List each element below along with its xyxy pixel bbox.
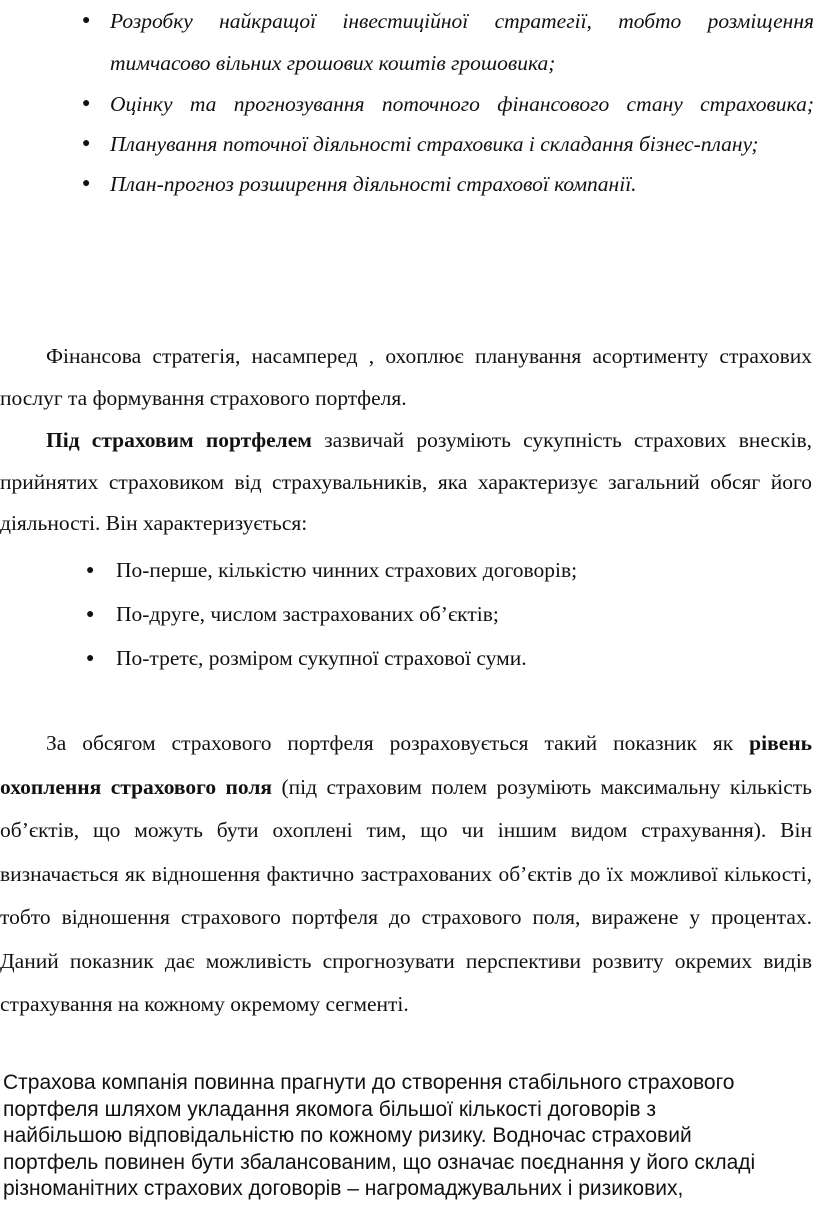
bold-term: Під страховим портфелем	[46, 428, 312, 452]
list-item-text: По-друге, числом застрахованих об’єктів;	[116, 602, 499, 626]
list-item	[0, 123, 816, 165]
paragraph-coverage-level	[0, 722, 812, 1027]
bullet-icon: ●	[86, 651, 95, 666]
bullet-icon: ●	[82, 13, 91, 28]
list-item-text: Планування поточної діяльності страховика і складання бізнес-плану;	[110, 132, 759, 156]
paragraph-financial-strategy: Фінансова стратегія, насамперед , охоплює планування асортименту страхових послуг та формування страхового портфеля.	[0, 344, 812, 410]
list-item	[0, 548, 816, 592]
bullet-icon: ●	[82, 176, 91, 191]
bullet-icon: ●	[86, 563, 95, 578]
bold-term: рівень охоплення страхового поля	[0, 731, 812, 799]
text-line: різноманітних страхових договорів – нагромаджувальних і ризикових,	[3, 1177, 684, 1200]
text-line: портфель повинен бути збалансованим, що означає поєднання у його складі	[3, 1150, 756, 1174]
characteristics-list	[0, 548, 816, 680]
list-item	[0, 83, 816, 125]
list-item-text: По-перше, кількістю чинних страхових договорів;	[116, 558, 578, 582]
paragraph-balanced-portfolio	[3, 1070, 803, 1203]
list-item	[0, 163, 816, 205]
bullet-icon: ●	[82, 136, 91, 151]
paragraph-text: (під страховим полем розуміють максимальну кількість об’єктів, що можуть бути охоплені тим, що чи іншим видом страхування). Він визначається як відношення фактично застрахованих об’єктів до їх можливої кількості, тобто відношення страхового портфеля до страхового поля, виражене у процентах. Даний показник дає можливість спрогнозувати перспективи розвиту окремих видів страхування на кожному окремому сегменті.	[0, 774, 812, 1016]
paragraph-portfolio-definition	[0, 420, 812, 545]
italic-bullet-list	[0, 0, 816, 205]
paragraph-text: зазвичай розуміють сукупність страхових внесків, прийнятих страховиком від страхувальників, яка характеризує загальний обсяг його діяльності. Він характеризується:	[0, 428, 812, 535]
text-line: Страхова компанія повинна прагнути до створення стабільного страхового	[3, 1071, 735, 1094]
bullet-icon: ●	[86, 607, 95, 622]
list-item	[0, 592, 816, 636]
text-line: портфеля шляхом укладання якомога більшої кількості договорів з	[3, 1097, 657, 1121]
list-item-text: Розробку найкращої інвестиційної стратегії, тобто розміщення тимчасово вільних грошових коштів грошовика;	[110, 9, 814, 75]
list-item-text: По-третє, розміром сукупної страхової суми.	[116, 646, 527, 670]
text-line: найбільшою відповідальністю по кожному ризику. Водночас страховий	[3, 1124, 692, 1147]
list-item	[0, 636, 816, 680]
list-item-text: Оцінку та прогнозування поточного фінансового стану страховика;	[110, 92, 814, 116]
list-item-text: План-прогноз розширення діяльності страхової компанії.	[110, 172, 637, 196]
list-item	[0, 0, 816, 84]
bullet-icon: ●	[82, 96, 91, 111]
paragraph-text: За обсягом страхового портфеля розраховується такий показник як	[46, 731, 750, 755]
